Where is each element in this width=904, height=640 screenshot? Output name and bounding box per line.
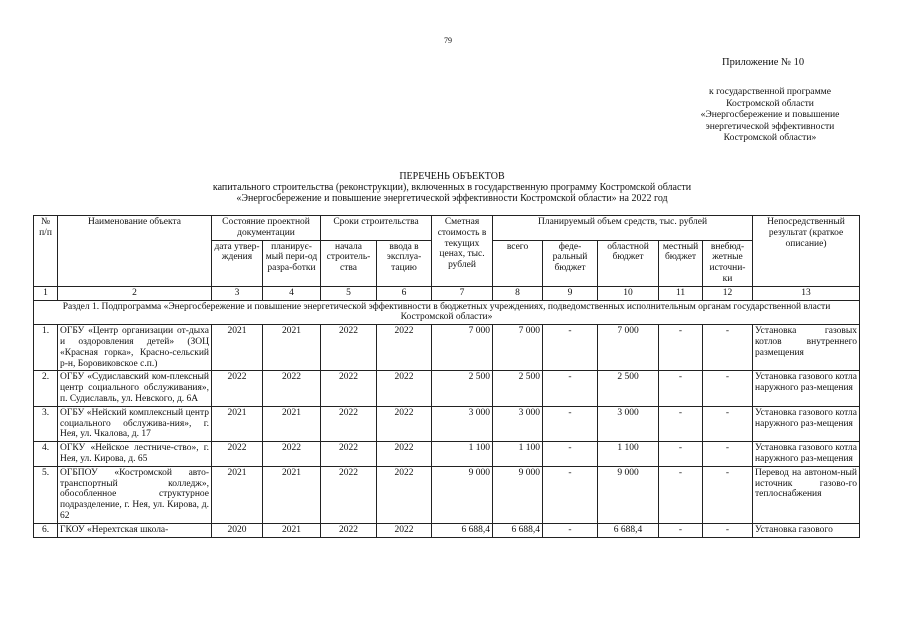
result-description: Установка газового (753, 523, 860, 537)
funds-total: 7 000 (493, 325, 543, 371)
commissioning: 2022 (377, 442, 432, 467)
funds-local: - (659, 325, 703, 371)
estimated-cost: 1 100 (432, 442, 493, 467)
construction-start: 2022 (321, 466, 377, 523)
column-number: 7 (432, 286, 493, 300)
estimated-cost: 6 688,4 (432, 523, 493, 537)
header-name: Наименование объекта (58, 216, 212, 287)
header-status: Состояние проектной документации (212, 216, 321, 241)
object-name: ОГБУ «Нейский комплексный центр социального обслужива-ния», г. Нея, ул. Чкалова, д. 17 (58, 406, 212, 441)
object-name: ОГБУ «Центр организации от-дыха и оздоровления детей» (ЗОЦ «Красная горка», Красно-сельский р-н, Боровиковское с.п.) (58, 325, 212, 371)
column-number: 9 (543, 286, 598, 300)
column-number: 4 (263, 286, 321, 300)
appendix-line: Костромской области (726, 97, 814, 109)
commissioning: 2022 (377, 406, 432, 441)
document-title (0, 171, 904, 204)
approval-date: 2021 (212, 406, 263, 441)
approval-date: 2022 (212, 371, 263, 406)
table-row (34, 442, 860, 467)
funds-extra: - (703, 371, 753, 406)
appendix-line: энергетической эффективности (705, 120, 835, 132)
estimated-cost: 9 000 (432, 466, 493, 523)
funds-total: 9 000 (493, 466, 543, 523)
funds-total: 6 688,4 (493, 523, 543, 537)
row-number: 6. (34, 523, 58, 537)
page-number: 79 (444, 36, 452, 45)
funds-extra: - (703, 523, 753, 537)
header-status-planned: планирує-мый пери-од разра-ботки (263, 240, 321, 286)
funds-federal: - (543, 523, 598, 537)
table-row (34, 523, 860, 537)
funds-regional: 2 500 (598, 371, 659, 406)
funds-total: 1 100 (493, 442, 543, 467)
section-row (34, 300, 860, 325)
planned-period: 2021 (263, 523, 321, 537)
funds-extra: - (703, 442, 753, 467)
header-cost: Сметная стоимость в текущих ценах, тыс. рублей (432, 216, 493, 287)
result-description: Установка газового котла наружного раз-мещения (753, 406, 860, 441)
object-name: ГКОУ «Нерехтская школа- (58, 523, 212, 537)
header-funds-local: местный бюджет (659, 240, 703, 286)
construction-start: 2022 (321, 442, 377, 467)
column-number-row (34, 286, 860, 300)
table-row (34, 325, 860, 371)
appendix-reference (680, 86, 860, 144)
funds-federal: - (543, 442, 598, 467)
objects-table (33, 215, 860, 538)
header-funds-regional: областной бюджет (598, 240, 659, 286)
appendix-label: Приложение № 10 (722, 57, 805, 68)
column-number: 8 (493, 286, 543, 300)
estimated-cost: 3 000 (432, 406, 493, 441)
column-number: 13 (753, 286, 860, 300)
estimated-cost: 2 500 (432, 371, 493, 406)
construction-start: 2022 (321, 371, 377, 406)
header-result: Непосредственный результат (краткое описание) (753, 216, 860, 287)
funds-local: - (659, 466, 703, 523)
funds-regional: 6 688,4 (598, 523, 659, 537)
header-terms-commission: ввода в эксплуа-тацию (377, 240, 432, 286)
estimated-cost: 7 000 (432, 325, 493, 371)
funds-federal: - (543, 466, 598, 523)
appendix-line: «Энергосбережение и повышение (700, 109, 840, 121)
funds-federal: - (543, 371, 598, 406)
result-description: Установка газовых котлов внутреннего размещения (753, 325, 860, 371)
header-status-approved: дата утвер-ждения (212, 240, 263, 286)
planned-period: 2021 (263, 325, 321, 371)
commissioning: 2022 (377, 523, 432, 537)
object-name: ОГКУ «Нейское лестниче-ство», г. Нея, ул. Кирова, д. 65 (58, 442, 212, 467)
row-number: 5. (34, 466, 58, 523)
column-number: 12 (703, 286, 753, 300)
funds-extra: - (703, 406, 753, 441)
commissioning: 2022 (377, 466, 432, 523)
column-number: 11 (659, 286, 703, 300)
funds-local: - (659, 371, 703, 406)
table-row (34, 466, 860, 523)
row-number: 2. (34, 371, 58, 406)
approval-date: 2022 (212, 442, 263, 467)
column-number: 2 (58, 286, 212, 300)
approval-date: 2020 (212, 523, 263, 537)
planned-period: 2021 (263, 466, 321, 523)
title-line: капитального строительства (реконструкции), включенных в государственную программу Костромской области (212, 182, 692, 193)
planned-period: 2022 (263, 371, 321, 406)
planned-period: 2022 (263, 442, 321, 467)
funds-federal: - (543, 406, 598, 441)
commissioning: 2022 (377, 325, 432, 371)
title-line: ПЕРЕЧЕНЬ ОБЪЕКТОВ (399, 171, 505, 182)
funds-local: - (659, 523, 703, 537)
funds-local: - (659, 442, 703, 467)
funds-federal: - (543, 325, 598, 371)
planned-period: 2021 (263, 406, 321, 441)
construction-start: 2022 (321, 325, 377, 371)
funds-local: - (659, 406, 703, 441)
commissioning: 2022 (377, 371, 432, 406)
row-number: 4. (34, 442, 58, 467)
column-number: 1 (34, 286, 58, 300)
result-description: Установка газового котла наружного раз-мещения (753, 442, 860, 467)
funds-regional: 7 000 (598, 325, 659, 371)
result-description: Установка газового котла наружного раз-мещения (753, 371, 860, 406)
funds-regional: 9 000 (598, 466, 659, 523)
row-number: 3. (34, 406, 58, 441)
approval-date: 2021 (212, 466, 263, 523)
column-number: 5 (321, 286, 377, 300)
header-funds: Планируемый объем средств, тыс. рублей (493, 216, 753, 241)
funds-regional: 1 100 (598, 442, 659, 467)
object-name: ОГБПОУ «Костромской авто-транспортный колледж», обособленное структурное подразделение, г. Нея, ул. Кирова, д. 62 (58, 466, 212, 523)
object-name: ОГБУ «Судиславский ком-плексный центр социального обслуживания», п. Судиславль, ул. Невского, д. 6А (58, 371, 212, 406)
result-description: Перевод на автоном-ный источник газово-го теплоснабжения (753, 466, 860, 523)
column-number: 6 (377, 286, 432, 300)
column-number: 10 (598, 286, 659, 300)
header-terms: Сроки строительства (321, 216, 432, 241)
appendix-line: Костромской области» (723, 132, 817, 144)
header-funds-total: всего (493, 240, 543, 286)
section-title: Раздел 1. Подпрограмма «Энергосбережение и повышение энергетической эффективности в бюджетных учреждениях, подведомственных исполнительным органам государственной власти Костромской области» (34, 300, 860, 325)
funds-total: 3 000 (493, 406, 543, 441)
construction-start: 2022 (321, 406, 377, 441)
funds-extra: - (703, 466, 753, 523)
header-terms-start: начала строитель-ства (321, 240, 377, 286)
appendix-line: к государственной программе (709, 86, 831, 97)
funds-extra: - (703, 325, 753, 371)
construction-start: 2022 (321, 523, 377, 537)
approval-date: 2021 (212, 325, 263, 371)
title-line: «Энергосбережение и повышение энергетической эффективности Костромской области» на 2022 год (236, 193, 668, 204)
row-number: 1. (34, 325, 58, 371)
column-number: 3 (212, 286, 263, 300)
funds-regional: 3 000 (598, 406, 659, 441)
header-funds-extra: внебюд-жетные источни-ки (703, 240, 753, 286)
header-funds-federal: феде-ральный бюджет (543, 240, 598, 286)
funds-total: 2 500 (493, 371, 543, 406)
table-row (34, 371, 860, 406)
table-row (34, 406, 860, 441)
header-num: № п/п (34, 216, 58, 287)
